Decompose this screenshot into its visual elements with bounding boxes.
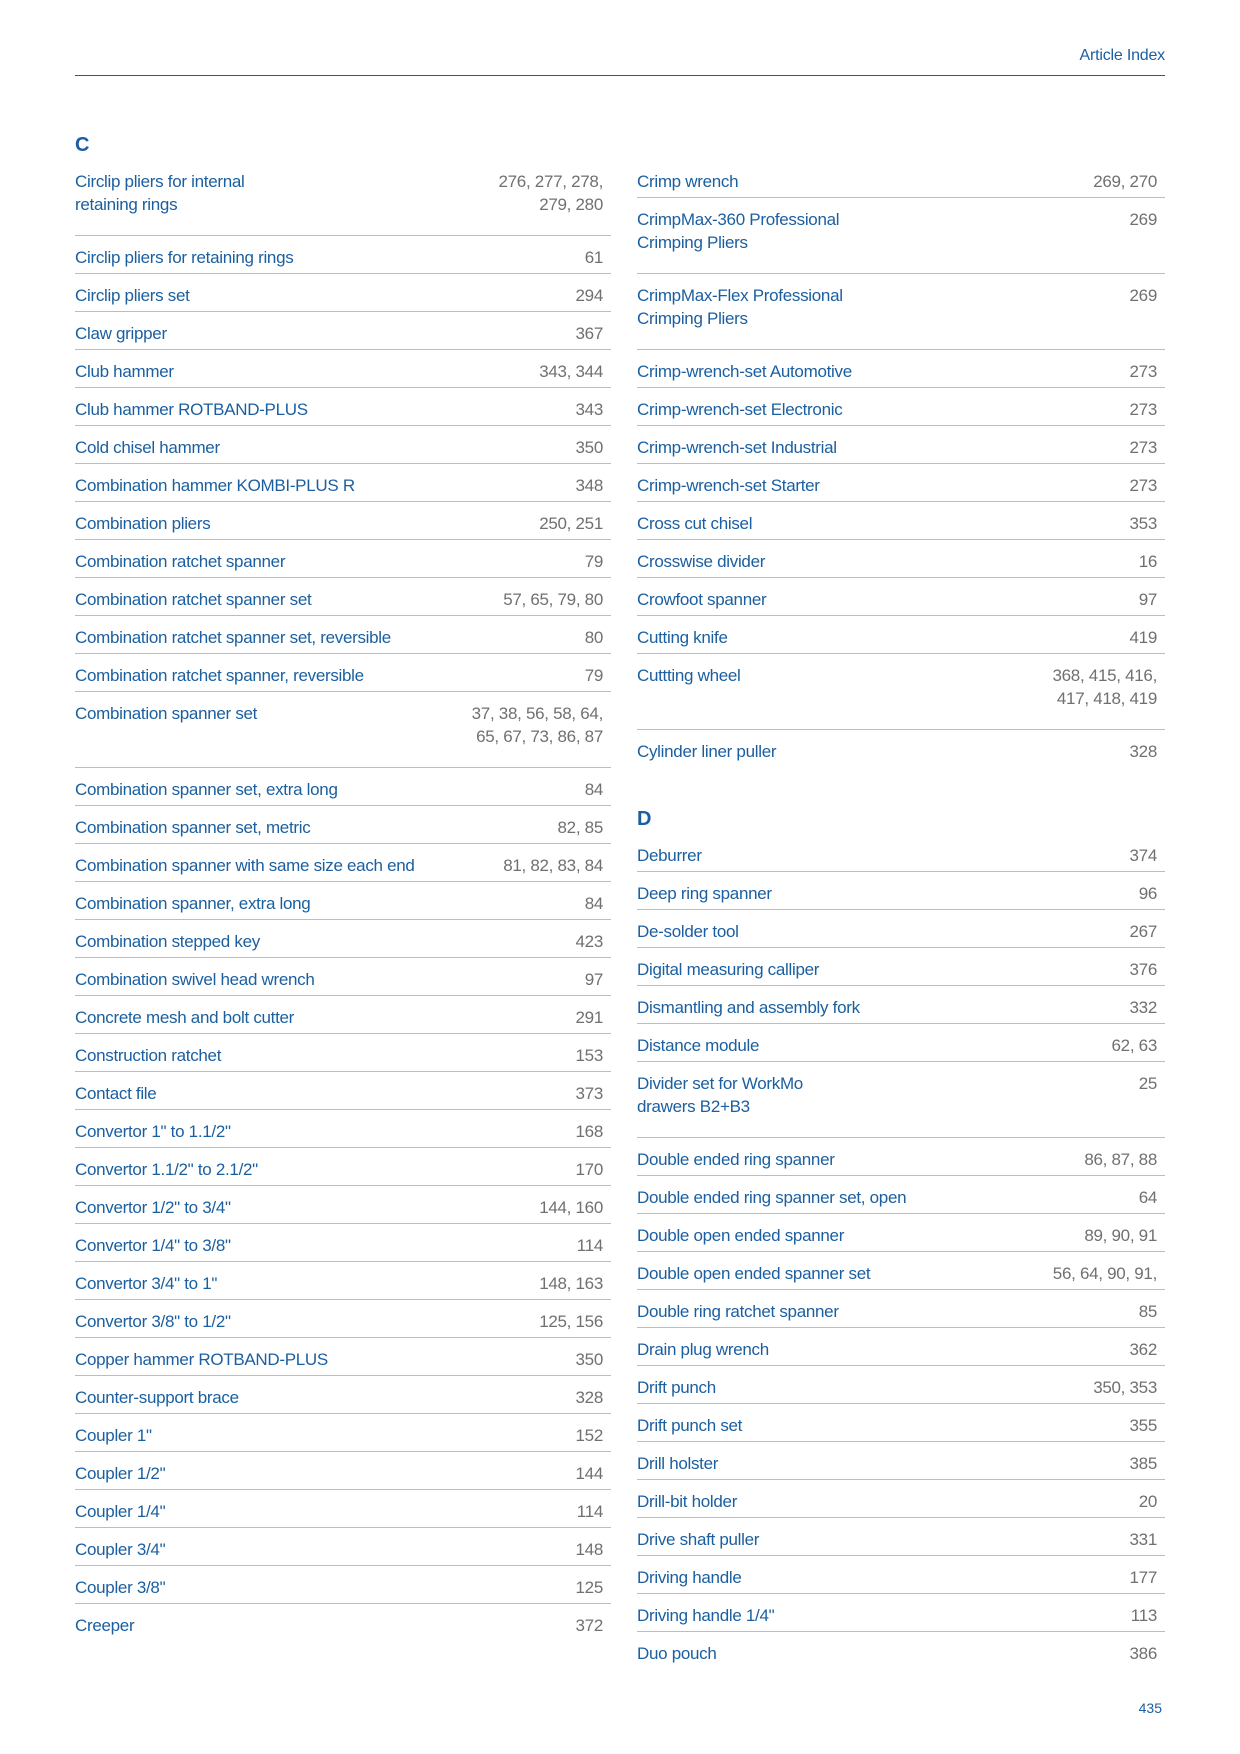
entry-pages: 80 bbox=[584, 628, 603, 647]
entry-name: Coupler 1/4" bbox=[75, 1502, 166, 1521]
entry-name: Cutting knife bbox=[637, 628, 728, 647]
entry-name: Combination ratchet spanner set bbox=[75, 590, 312, 609]
entry-pages: 350 bbox=[575, 1350, 603, 1369]
entry-pages: 373 bbox=[575, 1084, 603, 1103]
entry-pages: 350 bbox=[575, 438, 603, 457]
entry-name: Deep ring spanner bbox=[637, 884, 772, 903]
entry-name: Combination hammer KOMBI-PLUS R bbox=[75, 476, 355, 495]
entry-name: Crimp-wrench-set Starter bbox=[637, 476, 820, 495]
index-entry bbox=[637, 1556, 1165, 1594]
entry-name: De-solder tool bbox=[637, 922, 739, 941]
index-entry bbox=[637, 578, 1165, 616]
entry-name: Combination pliers bbox=[75, 514, 211, 533]
index-entry bbox=[637, 1024, 1165, 1062]
entry-name: Coupler 1" bbox=[75, 1426, 152, 1445]
entry-pages: 79 bbox=[584, 552, 603, 571]
index-entry bbox=[637, 1442, 1165, 1480]
entry-name: Circlip pliers set bbox=[75, 286, 190, 305]
entry-pages: 96 bbox=[1138, 884, 1157, 903]
entry-name: Drain plug wrench bbox=[637, 1340, 769, 1359]
entry-name: Combination spanner set bbox=[75, 704, 258, 723]
entry-name: Cold chisel hammer bbox=[75, 438, 220, 457]
entry-name: Double ring ratchet spanner bbox=[637, 1302, 839, 1321]
index-entry bbox=[637, 502, 1165, 540]
index-entry bbox=[637, 1062, 1165, 1138]
entry-pages: 81, 82, 83, 84 bbox=[503, 856, 603, 875]
index-entry bbox=[75, 464, 611, 502]
entry-pages: 269 bbox=[1129, 210, 1157, 229]
index-entry bbox=[637, 872, 1165, 910]
index-entry bbox=[75, 958, 611, 996]
index-entry bbox=[75, 1376, 611, 1414]
index-entry bbox=[637, 1632, 1165, 1670]
entry-name: Dismantling and assembly fork bbox=[637, 998, 860, 1017]
index-entry bbox=[75, 1186, 611, 1224]
index-entry bbox=[637, 1252, 1165, 1290]
entry-pages: 328 bbox=[575, 1388, 603, 1407]
index-entry bbox=[637, 1328, 1165, 1366]
entry-pages: 273 bbox=[1129, 438, 1157, 457]
entry-name: Drill holster bbox=[637, 1454, 719, 1473]
index-entry bbox=[75, 616, 611, 654]
entry-pages: 144, 160 bbox=[539, 1198, 603, 1217]
entry-pages: 25 bbox=[1138, 1074, 1157, 1093]
index-entry bbox=[637, 160, 1165, 198]
entry-pages: 331 bbox=[1129, 1530, 1157, 1549]
entry-name: Club hammer ROTBAND-PLUS bbox=[75, 400, 308, 419]
entry-pages: 114 bbox=[576, 1502, 603, 1521]
entry-name: Driving handle 1/4" bbox=[637, 1606, 775, 1625]
entry-pages: 168 bbox=[575, 1122, 603, 1141]
index-entry bbox=[637, 910, 1165, 948]
entry-name: Double ended ring spanner set, open bbox=[637, 1188, 907, 1207]
index-entry bbox=[75, 388, 611, 426]
entry-pages: 386 bbox=[1129, 1644, 1157, 1663]
entry-name: Crimp-wrench-set Industrial bbox=[637, 438, 837, 457]
entry-pages: 57, 65, 79, 80 bbox=[503, 590, 603, 609]
entry-name: Convertor 1/2" to 3/4" bbox=[75, 1198, 231, 1217]
entry-name: Combination ratchet spanner, reversible bbox=[75, 666, 364, 685]
entry-pages: 355 bbox=[1129, 1416, 1157, 1435]
index-entry bbox=[75, 806, 611, 844]
entry-pages: 86, 87, 88 bbox=[1084, 1150, 1157, 1169]
entry-pages: 153 bbox=[575, 1046, 603, 1065]
header-title: Article Index bbox=[1079, 47, 1165, 64]
index-entry bbox=[75, 654, 611, 692]
entry-pages: 250, 251 bbox=[539, 514, 603, 533]
entry-name: Crimp-wrench-set Electronic bbox=[637, 400, 843, 419]
entry-pages: 61 bbox=[584, 248, 603, 267]
entry-name: Concrete mesh and bolt cutter bbox=[75, 1008, 295, 1027]
index-entry bbox=[75, 160, 611, 236]
entry-pages: 64 bbox=[1138, 1188, 1157, 1207]
page-number: 435 bbox=[1138, 1700, 1162, 1716]
entry-name: CrimpMax-Flex Professional Crimping Pliers bbox=[637, 286, 843, 328]
entry-pages: 367 bbox=[575, 324, 603, 343]
entry-name: Driving handle bbox=[637, 1568, 742, 1587]
entry-name: Double open ended spanner bbox=[637, 1226, 845, 1245]
entry-name: Deburrer bbox=[637, 846, 702, 865]
entry-pages: 113 bbox=[1130, 1606, 1157, 1625]
index-entry bbox=[75, 1148, 611, 1186]
entry-name: Drive shaft puller bbox=[637, 1530, 760, 1549]
index-entry bbox=[75, 274, 611, 312]
index-entry bbox=[637, 1404, 1165, 1442]
entry-name: Cylinder liner puller bbox=[637, 742, 777, 761]
index-entry bbox=[75, 920, 611, 958]
index-entry bbox=[75, 1034, 611, 1072]
entry-pages: 419 bbox=[1129, 628, 1157, 647]
index-entry bbox=[637, 654, 1165, 730]
entry-name: Convertor 3/4" to 1" bbox=[75, 1274, 218, 1293]
entry-name: Drill-bit holder bbox=[637, 1492, 738, 1511]
entry-pages: 374 bbox=[1129, 846, 1157, 865]
entry-pages: 291 bbox=[575, 1008, 603, 1027]
index-entry bbox=[637, 1214, 1165, 1252]
entry-pages: 89, 90, 91 bbox=[1084, 1226, 1157, 1245]
index-entry bbox=[75, 426, 611, 464]
entry-pages: 62, 63 bbox=[1111, 1036, 1157, 1055]
index-entry bbox=[637, 1176, 1165, 1214]
index-entry bbox=[75, 844, 611, 882]
index-entry bbox=[637, 540, 1165, 578]
entry-name: Crimp wrench bbox=[637, 172, 739, 191]
entry-pages: 350, 353 bbox=[1093, 1378, 1157, 1397]
index-entry bbox=[637, 464, 1165, 502]
index-entry bbox=[75, 768, 611, 806]
entry-pages: 125 bbox=[575, 1578, 603, 1597]
entry-pages: 85 bbox=[1138, 1302, 1157, 1321]
index-entry bbox=[637, 948, 1165, 986]
entry-pages: 273 bbox=[1129, 400, 1157, 419]
entry-name: Crowfoot spanner bbox=[637, 590, 767, 609]
index-entry bbox=[75, 1528, 611, 1566]
entry-pages: 84 bbox=[584, 894, 603, 913]
entry-name: Circlip pliers for retaining rings bbox=[75, 248, 294, 267]
entry-pages: 353 bbox=[1129, 514, 1157, 533]
entry-pages: 170 bbox=[575, 1160, 603, 1179]
entry-pages: 343 bbox=[575, 400, 603, 419]
index-entry bbox=[637, 1138, 1165, 1176]
index-entry bbox=[637, 1518, 1165, 1556]
index-entry bbox=[637, 986, 1165, 1024]
index-entry bbox=[75, 1338, 611, 1376]
entry-name: Coupler 3/8" bbox=[75, 1578, 166, 1597]
entry-name: Copper hammer ROTBAND-PLUS bbox=[75, 1350, 328, 1369]
entry-pages: 148 bbox=[575, 1540, 603, 1559]
entry-name: Cross cut chisel bbox=[637, 514, 753, 533]
entry-pages: 343, 344 bbox=[539, 362, 603, 381]
index-entry bbox=[75, 578, 611, 616]
index-entry bbox=[75, 1414, 611, 1452]
entry-name: CrimpMax-360 Professional Crimping Pliers bbox=[637, 210, 840, 252]
entry-pages: 37, 38, 56, 58, 64, 65, 67, 73, 86, 87 bbox=[471, 704, 603, 746]
left-column bbox=[75, 128, 611, 1642]
entry-pages: 267 bbox=[1129, 922, 1157, 941]
index-entry bbox=[637, 388, 1165, 426]
entry-pages: 79 bbox=[584, 666, 603, 685]
entry-name: Convertor 1.1/2" to 2.1/2" bbox=[75, 1160, 258, 1179]
entry-pages: 177 bbox=[1129, 1568, 1157, 1587]
section-letter bbox=[637, 128, 1165, 160]
entry-name: Convertor 3/8" to 1/2" bbox=[75, 1312, 231, 1331]
entry-name: Cuttting wheel bbox=[637, 666, 741, 685]
entry-pages: 362 bbox=[1129, 1340, 1157, 1359]
entry-pages: 332 bbox=[1129, 998, 1157, 1017]
entry-pages: 56, 64, 90, 91, bbox=[1052, 1264, 1157, 1283]
entry-name: Circlip pliers for internal retaining rings bbox=[75, 172, 245, 214]
entry-pages: 144 bbox=[575, 1464, 603, 1483]
index-entry bbox=[75, 1300, 611, 1338]
entry-name: Drift punch set bbox=[637, 1416, 743, 1435]
entry-pages: 273 bbox=[1129, 476, 1157, 495]
index-entry bbox=[75, 1452, 611, 1490]
index-entry bbox=[75, 540, 611, 578]
index-entry bbox=[75, 1224, 611, 1262]
entry-pages: 152 bbox=[575, 1426, 603, 1445]
entry-pages: 368, 415, 416, 417, 418, 419 bbox=[1052, 666, 1157, 708]
right-column bbox=[637, 128, 1165, 1670]
index-entry bbox=[75, 1110, 611, 1148]
entry-pages: 269, 270 bbox=[1093, 172, 1157, 191]
index-entry bbox=[637, 426, 1165, 464]
entry-pages: 20 bbox=[1138, 1492, 1157, 1511]
index-entry bbox=[637, 350, 1165, 388]
entry-name: Combination spanner with same size each end bbox=[75, 856, 415, 875]
entry-name: Distance module bbox=[637, 1036, 760, 1055]
entry-name: Divider set for WorkMo drawers B2+B3 bbox=[637, 1074, 803, 1116]
index-entry bbox=[75, 1490, 611, 1528]
entry-name: Creeper bbox=[75, 1616, 135, 1635]
entry-pages: 273 bbox=[1129, 362, 1157, 381]
entry-pages: 97 bbox=[584, 970, 603, 989]
index-entry bbox=[637, 1480, 1165, 1518]
entry-pages: 423 bbox=[575, 932, 603, 951]
section-letter: D bbox=[637, 808, 652, 830]
entry-name: Combination stepped key bbox=[75, 932, 260, 951]
entry-name: Coupler 1/2" bbox=[75, 1464, 166, 1483]
index-entry bbox=[75, 1604, 611, 1642]
index-entry bbox=[637, 730, 1165, 768]
section-gap bbox=[637, 768, 1165, 802]
header-rule bbox=[75, 75, 1165, 76]
entry-pages: 328 bbox=[1129, 742, 1157, 761]
entry-name: Double ended ring spanner bbox=[637, 1150, 835, 1169]
entry-name: Contact file bbox=[75, 1084, 157, 1103]
entry-name: Combination ratchet spanner bbox=[75, 552, 286, 571]
entry-name: Combination swivel head wrench bbox=[75, 970, 315, 989]
entry-name: Club hammer bbox=[75, 362, 174, 381]
entry-pages: 276, 277, 278, 279, 280 bbox=[498, 172, 603, 214]
entry-pages: 372 bbox=[575, 1616, 603, 1635]
entry-pages: 97 bbox=[1138, 590, 1157, 609]
index-entry bbox=[637, 1366, 1165, 1404]
entry-pages: 16 bbox=[1138, 552, 1157, 571]
entry-pages: 114 bbox=[576, 1236, 603, 1255]
entry-name: Combination spanner set, metric bbox=[75, 818, 311, 837]
entry-pages: 125, 156 bbox=[539, 1312, 603, 1331]
entry-pages: 148, 163 bbox=[539, 1274, 603, 1293]
entry-name: Coupler 3/4" bbox=[75, 1540, 166, 1559]
index-entry bbox=[637, 1290, 1165, 1328]
index-entry bbox=[75, 996, 611, 1034]
section-letter: C bbox=[75, 134, 90, 156]
index-entry bbox=[637, 616, 1165, 654]
index-entry bbox=[75, 1072, 611, 1110]
entry-pages: 385 bbox=[1129, 1454, 1157, 1473]
entry-name: Duo pouch bbox=[637, 1644, 717, 1663]
index-entry bbox=[75, 692, 611, 768]
entry-pages: 376 bbox=[1129, 960, 1157, 979]
entry-pages: 269 bbox=[1129, 286, 1157, 305]
index-entry bbox=[75, 1566, 611, 1604]
entry-pages: 82, 85 bbox=[557, 818, 603, 837]
index-entry bbox=[75, 350, 611, 388]
entry-name: Crosswise divider bbox=[637, 552, 766, 571]
entry-pages: 294 bbox=[575, 286, 603, 305]
entry-name: Double open ended spanner set bbox=[637, 1264, 871, 1283]
entry-pages: 348 bbox=[575, 476, 603, 495]
index-entry bbox=[75, 1262, 611, 1300]
index-entry bbox=[75, 882, 611, 920]
index-entry bbox=[637, 1594, 1165, 1632]
index-entry bbox=[75, 312, 611, 350]
entry-pages: 84 bbox=[584, 780, 603, 799]
entry-name: Combination spanner set, extra long bbox=[75, 780, 338, 799]
entry-name: Digital measuring calliper bbox=[637, 960, 820, 979]
index-entry bbox=[75, 502, 611, 540]
entry-name: Convertor 1/4" to 3/8" bbox=[75, 1236, 231, 1255]
entry-name: Combination spanner, extra long bbox=[75, 894, 311, 913]
index-entry bbox=[75, 236, 611, 274]
entry-name: Claw gripper bbox=[75, 324, 167, 343]
entry-name: Crimp-wrench-set Automotive bbox=[637, 362, 852, 381]
entry-name: Drift punch bbox=[637, 1378, 716, 1397]
index-entry bbox=[637, 834, 1165, 872]
entry-name: Construction ratchet bbox=[75, 1046, 222, 1065]
index-entry bbox=[637, 274, 1165, 350]
entry-name: Convertor 1" to 1.1/2" bbox=[75, 1122, 231, 1141]
entry-name: Combination ratchet spanner set, reversible bbox=[75, 628, 391, 647]
entry-name: Counter-support brace bbox=[75, 1388, 239, 1407]
index-entry bbox=[637, 198, 1165, 274]
